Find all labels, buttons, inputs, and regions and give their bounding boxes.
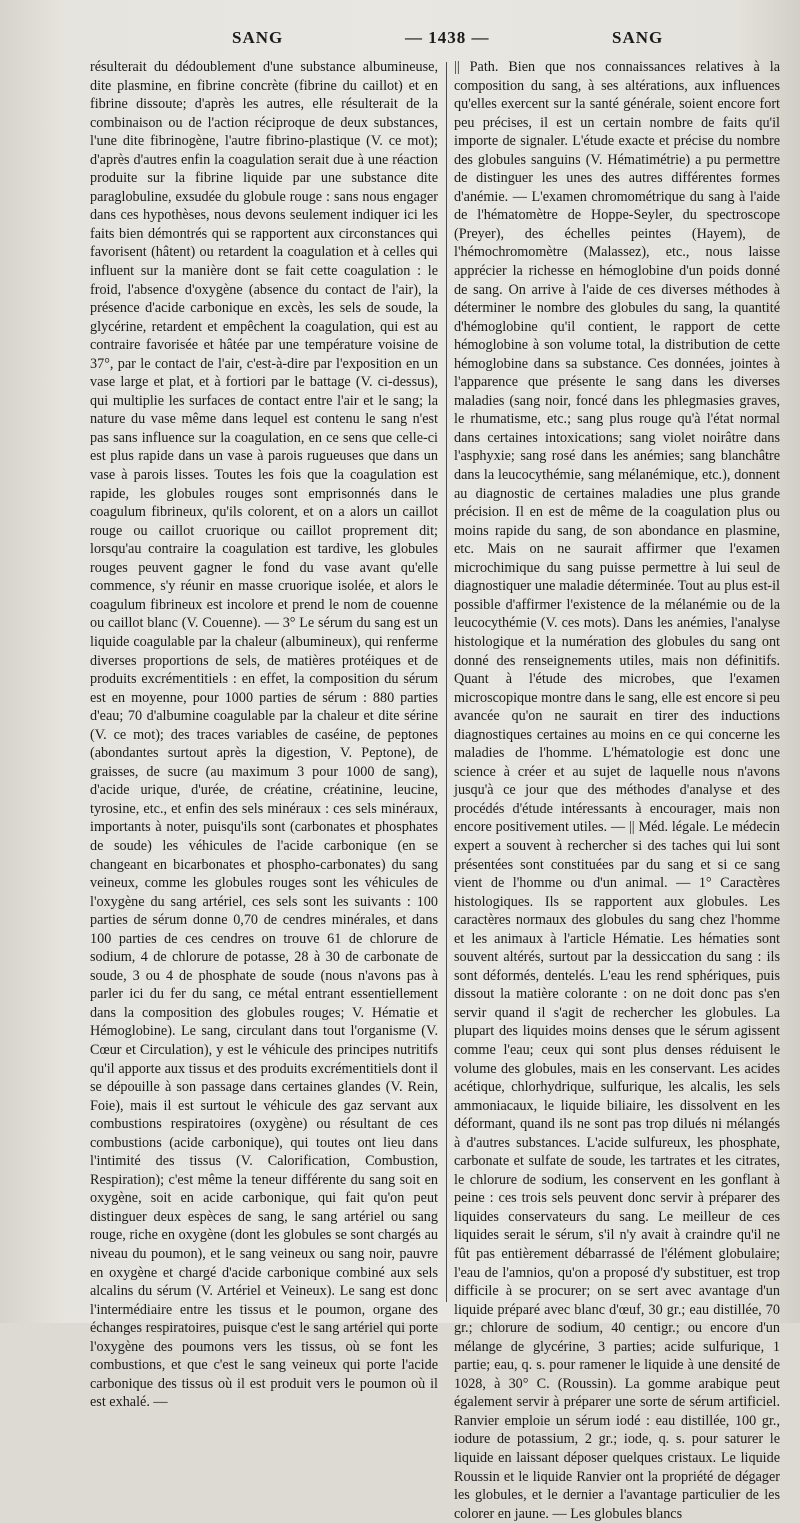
text-column-left <box>90 58 438 1411</box>
text-column-right <box>454 58 780 1522</box>
column-divider <box>446 62 447 1302</box>
header-right-title: SANG <box>612 28 664 47</box>
header-left-title: SANG <box>232 28 284 47</box>
page-number: — 1438 — <box>405 28 490 47</box>
right-column-text: || Path. Bien que nos connaissances relatives à la composition du sang, à ses altérations, aux influences qu'elles exercent sur la santé générale, soient encore fort peu précises, il est un certain nombre de faits qu'il importe de signaler. L'étude exacte et précise du nombre des globules sanguins (V. Hématimétrie) a pu permettre de distinguer les unes des autres différentes formes d'anémie. — L'examen chromométrique du sang à l'aide de l'hématomètre de Hoppe-Seyler, du spectroscope (Preyer), des échelles peintes (Hayem), de l'hémochromomètre (Malassez), etc., nous laisse apprécier la richesse en hémoglobine d'un poids donné de sang. On arrive à l'aide de ces diverses méthodes à déterminer le nombre des globules du sang, la quantité d'hémoglobine qu'il contient, le rapport de cette hémoglobine à son volume total, la distribution de cette hémoglobine dans sa substance. Ces données, jointes à l'apparence que présente le sang dans les diverses maladies (sang noir, foncé dans les phlegmasies graves, le rhumatisme, etc.; sang plus rouge qu'à l'état normal dans certaines intoxications; sang violet noirâtre dans l'asphyxie; sang rosé dans les anémies; sang blanchâtre dans la leucocythémie, sang mélanémique, etc.), donnent au diagnostic de certaines maladies une plus grande précision. Il en est de même de la coagulation plus ou moins rapide du sang, de son abondance en plasmine, etc. Mais on ne saurait affirmer que l'examen microchimique du sang puisse permettre à lui seul de diagnostiquer une maladie déterminée. Tout au plus est-il possible d'affirmer l'existence de la mélanémie ou de la leucocythémie (V. ces mots). Dans les anémies, l'analyse histologique et la numération des globules du sang ont donné des renseignements utiles, mais non définitifs. Quant à l'étude des microbes, que l'examen microscopique montre dans le sang, elle est encore si peu avancée qu'on ne saurait en tirer des inductions diagnostiques certaines au moins en ce qui concerne les maladies de l'homme. L'hématologie est donc une science à créer et au sujet de laquelle nous n'avons jusqu'à ce jour que des méthodes d'analyse et des procédés d'étude intéressants à encourager, mais non encore positivement utiles. — || Méd. légale. Le médecin expert a souvent à rechercher si des taches qui lui sont présentées sont constituées par du sang et si ce sang vient de l'homme ou d'un animal. — 1° Caractères histologiques. Ils se rapportent aux globules. Les caractères normaux des globules du sang chez l'homme et les animaux à l'article Hématie. Les hématies sont souvent altérés, surtout par la dessiccation du sang : ils sont déformés, dentelés. L'eau les rend sphériques, puis dissout la matière colorante : on ne doit donc pas s'en servir quand il s'agit de rechercher les globules. La plupart des liquides moins denses que le sérum agissent comme l'eau; ceux qui sont plus denses réduisent le volume des globules, mais en les conservant. Les acides acétique, chlorhydrique, sulfurique, les alcalis, les sels ammoniacaux, le liquide biliaire, les dissolvent en les déformant, quand ils ne sont pas trop dilués ni mélangés à d'autres substances. L'acide sulfureux, les phosphate, carbonate et sulfate de soude, les tartrates et les citrates, le chlorure de sodium, les conservent en les gonflant à peine : ces trois sels peuvent donc servir à préparer des liquides conservateurs du sang. Le meilleur de ces liquides serait le sérum, s'il n'y avait à craindre qu'il ne fût pas entièrement débarrassé de l'élément globulaire; l'eau de l'amnios, qu'on a proposé d'y substituer, est trop difficile à se procurer; on se sert avec avantage d'un liquide préparé avec blanc d'œuf, 30 gr.; eau distillée, 70 gr.; chlorure de sodium, 40 centigr.; ou encore d'un mélange de glycérine, 3 parties; acide sulfurique, 1 partie; eau, q. s. pour ramener le liquide à une densité de 1028, à 30° C. (Roussin). La gomme arabique peut également servir à préparer une sorte de sérum artificiel. Ranvier emploie un sérum iodé : eau distillée, 100 gr., iodure de potassium, 2 gr.; iode, q. s. pour saturer le liquide en laissant déposer quelques cristaux. Le liquide Roussin et le liquide Ranvier ont la propriété de dégager les globules, et le dernier a l'avantage particulier de les colorer en jaune. — Les globules blancs <box>454 59 780 1522</box>
running-header <box>0 28 800 58</box>
left-column-text: résulterait du dédoublement d'une substance albumineuse, dite plasmine, en fibrine concrète (fibrine du caillot) et en fibrine dissoute; d'après les autres, elle résulterait de la combinaison ou de l'action réciproque de deux substances, l'une dite fibrinogène, l'autre fibrino-plastique (V. ce mot); d'après d'autres enfin la coagulation serait due à une réaction produite sur la fibrine liquide par une substance dite paraglobuline, exsudée du globule rouge : sans nous engager dans ces hypothèses, nous devons seulement indiquer ici les faits bien démontrés qui se rapportent aux circonstances qui favorisent (hâtent) ou retardent la coagulation et à celles qui influent sur la manière dont se fait cette coagulation : le froid, l'absence d'oxygène (absence du contact de l'air), la présence d'acide carbonique en excès, les sels de soude, la glycérine, retardent et empêchent la coagulation, qui est au contraire favorisée et hâtée par une température voisine de 37°, par le contact de l'air, c'est-à-dire par l'exposition en un vase large et plat, et à fortiori par le battage (V. ci-dessus), qui multiplie les surfaces de contact entre l'air et le sang; la nature du vase même dans lequel est contenu le sang n'est pas sans influence sur la coagulation, en ce sens que celle-ci est plus rapide dans un vase à parois rugueuses que dans un vase à parois lisses. Toutes les fois que la coagulation est rapide, les globules rouges sont emprisonnés dans le coagulum fibrineux, qu'ils colorent, et on a alors un caillot rouge ou caillot cruorique ou caillot proprement dit; lorsqu'au contraire la coagulation est tardive, les globules rouges peuvent gagner le fond du vase avant qu'elle commence, s'y réunir en masse cruorique isolée, et alors le coagulum fibrineux est incolore et prend le nom de couenne ou caillot blanc (V. Couenne). — 3° Le sérum du sang est un liquide coagulable par la chaleur (albumineux), qui renferme diverses proportions de sels, de matières protéiques et de produits excrémentitiels : en effet, la composition du sérum est en moyenne, pour 1000 parties de sérum : 880 parties d'eau; 70 d'albumine coagulable par la chaleur et dite sérine (V. ce mot); des traces variables de caséine, de peptones (abondantes surtout après la digestion, V. Peptone), de graisses, de sucre (au maximum 3 pour 1000 de sang), d'acide urique, d'urée, de créatine, créatinine, leucine, tyrosine, etc., et enfin des sels minéraux : ces sels minéraux, importants à noter, puisqu'ils sont (carbonates et phosphates de soude) les véhicules de l'acide carbonique (en se changeant en bicarbonates et phospho-carbonates) du sang veineux, comme les globules rouges sont les véhicules de l'oxygène du sang artériel, ces sels sont les suivants : 100 parties de sérum donne 0,70 de cendres minérales, et dans 100 parties de ces cendres on trouve 61 de chlorure de sodium, 4 de chlorure de potasse, 28 à 30 de carbonate de soude, 3 ou 4 de phosphate de soude (nous n'avons pas à parler ici du fer du sang, ce métal entrant essentiellement dans la composition des globules rouges; V. Hématie et Hémoglobine). Le sang, circulant dans tout l'organisme (V. Cœur et Circulation), y est le véhicule des principes nutritifs qu'il apporte aux tissus et des produits excrémentitiels dont il se dépouille à son passage dans certaines glandes (V. Rein, Foie), mais il est surtout le véhicule des gaz servant aux combustions respiratoires (oxygène) ou résultant de ces combustions (acide carbonique), qui toutes ont lieu dans l'intimité des tissus (V. Calorification, Combustion, Respiration); c'est même la teneur différente du sang soit en oxygène, soit en acide carbonique, qui fait qu'on peut distinguer deux espèces de sang, le sang artériel ou sang rouge, riche en oxygène (dont les globules se sont chargés au niveau du poumon), et le sang veineux ou sang noir, pauvre en oxygène et chargé d'acide carbonique combiné aux sels alcalins du sérum (V. Artériel et Veineux). Le sang est donc l'intermédiaire entre les tissus et le poumon, organe des échanges respiratoires, puisque c'est le sang artériel qui porte l'oxygène des poumons vers les tissus, où se font les combustions, et que c'est le sang veineux qui porte l'acide carbonique des tissus où il est produit vers le poumon où il est exhalé. — <box>90 59 438 1411</box>
